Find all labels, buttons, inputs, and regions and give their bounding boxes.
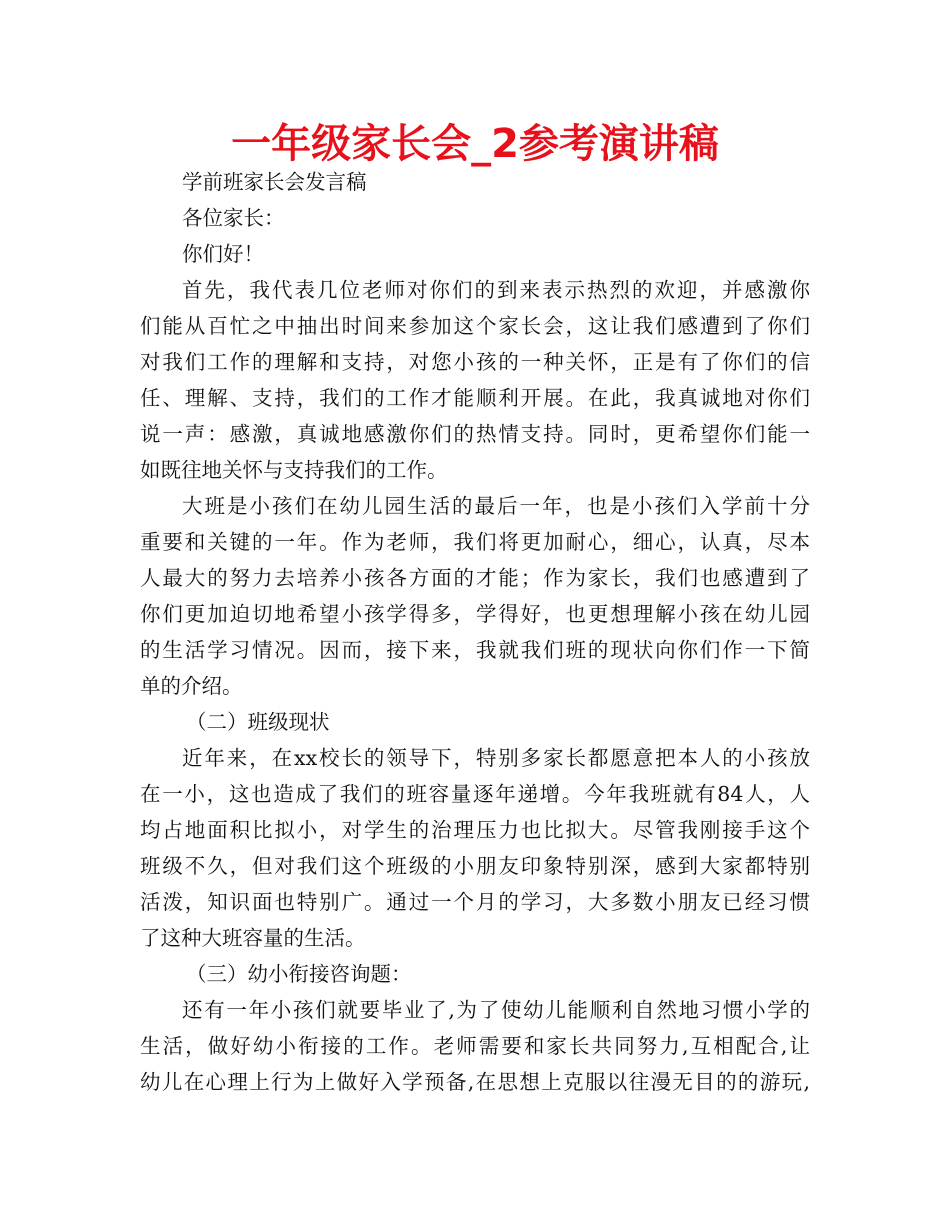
paragraph-1-line: 首先，我代表几位老师对你们的到来表示热烈的欢迎，并感激你 [182, 278, 810, 302]
document-title: 一年级家长会_2参考演讲稿 [231, 121, 719, 167]
paragraph-2-line: 单的介绍。 [140, 674, 243, 698]
paragraph-2-line: 你们更加迫切地希望小孩学得多，学得好，也更想理解小孩在幼儿园 [140, 602, 810, 626]
paragraph-3-line: 了这种大班容量的生活。 [140, 926, 366, 950]
paragraph-3-line: 班级不久，但对我们这个班级的小朋友印象特别深，感到大家都特别 [140, 854, 810, 878]
paragraph-2-line: 人最大的努力去培养小孩各方面的才能；作为家长，我们也感遭到了 [140, 566, 810, 590]
paragraph-3-line: 在一小，这也造成了我们的班容量逐年递增。今年我班就有84人，人 [140, 782, 810, 806]
doc-subtitle: 学前班家长会发言稿 [182, 170, 367, 194]
greeting: 你们好！ [182, 242, 264, 266]
paragraph-1-line: 们能从百忙之中抽出时间来参加这个家长会，这让我们感遭到了你们 [140, 314, 810, 338]
paragraph-2-line: 重要和关键的一年。作为老师，我们将更加耐心，细心，认真，尽本 [140, 530, 810, 554]
section-heading-transition: （三）幼小衔接咨询题： [186, 962, 412, 986]
paragraph-1-line: 说一声：感激，真诚地感激你们的热情支持。同时，更希望你们能一 [140, 422, 810, 446]
paragraph-4-line: 幼儿在心理上行为上做好入学预备,在思想上克服以往漫无目的的游玩, [140, 1070, 810, 1094]
section-heading-class-status: （二）班级现状 [186, 710, 330, 734]
paragraph-4-line: 还有一年小孩们就要毕业了,为了使幼儿能顺利自然地习惯小学的 [182, 998, 810, 1022]
paragraph-1-line: 任、理解、支持，我们的工作才能顺利开展。在此，我真诚地对你们 [140, 386, 810, 410]
paragraph-3-line: 活泼，知识面也特别广。通过一个月的学习，大多数小朋友已经习惯 [140, 890, 810, 914]
paragraph-2-line: 的生活学习情况。因而，接下来，我就我们班的现状向你们作一下简 [140, 638, 810, 662]
paragraph-3-line: 均占地面积比拟小，对学生的治理压力也比拟大。尽管我刚接手这个 [140, 818, 810, 842]
paragraph-1-line: 对我们工作的理解和支持，对您小孩的一种关怀，正是有了你们的信 [140, 350, 810, 374]
paragraph-4-line: 生活，做好幼小衔接的工作。老师需要和家长共同努力,互相配合,让 [140, 1034, 810, 1058]
paragraph-1-line: 如既往地关怀与支持我们的工作。 [140, 458, 448, 482]
salutation: 各位家长： [182, 206, 285, 230]
document-body [140, 164, 810, 1100]
paragraph-3-line: 近年来，在xx校长的领导下，特别多家长都愿意把本人的小孩放 [182, 746, 810, 770]
paragraph-2-line: 大班是小孩们在幼儿园生活的最后一年，也是小孩们入学前十分 [182, 494, 810, 518]
